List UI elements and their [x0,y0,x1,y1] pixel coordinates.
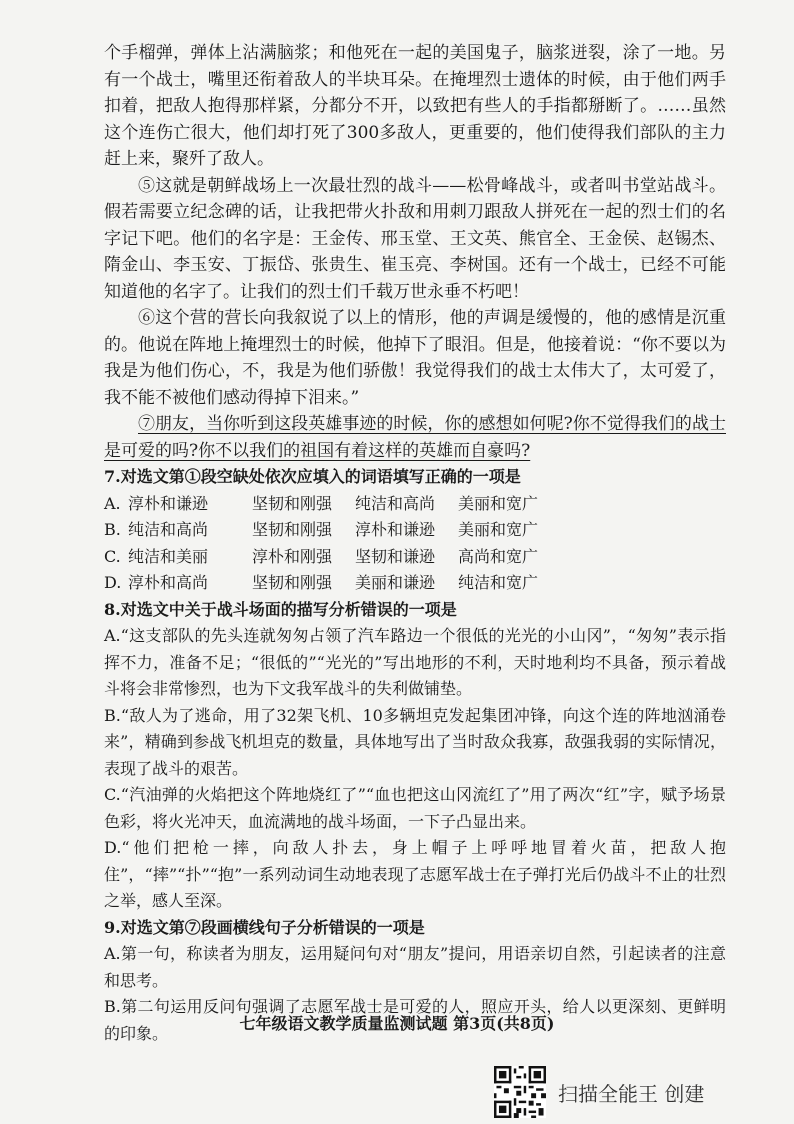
paragraph-4-continued: 个手榴弹，弹体上沾满脑浆；和他死在一起的美国鬼子，脑浆迸裂，涂了一地。另有一个战士，嘴里还衔着敌人的半块耳朵。在掩埋烈士遗体的时候，由于他们两手扣着，把敌人抱得那样紧，分都分不开，以致把有些人的手指都掰断了。……虽然这个连伤亡很大，他们却打死了300多敌人，更重要的，他们使得我们部队的主力赶上来，聚歼了敌人。 [104,43,726,169]
question-7-title: 7.对选文第①段空缺处依次应填入的词语填写正确的一项是 [104,467,521,486]
option-word: 坚韧和刚强 [252,493,333,513]
question-8-option-c: C.“汽油弹的火焰把这个阵地烧红了”“血也把这山冈流红了”用了两次“红”字，赋予场景色彩，将火光冲天，血流满地的战斗场面，一下子凸显出来。 [104,785,726,831]
question-7-option-b [104,517,726,544]
option-word: 淳朴和谦逊 [355,520,436,539]
option-word: 纯洁和宽广 [458,573,539,592]
paragraph-6: ⑥这个营的营长向我叙说了以上的情形，他的声调是缓慢的，他的感情是沉重的。他说在阵地上掩埋烈士的时候，他掉下了眼泪。但是，他接着说：“你不要以为我是为他们伤心，不，我是为他们骄傲！我觉得我们的战士太伟大了，太可爱了，我不能不被他们感动得掉下泪来。” [104,308,726,408]
option-word: 淳朴和高尚 [128,573,209,592]
question-8-title: 8.对选文中关于战斗场面的描写分析错误的一项是 [104,599,457,619]
option-word: 纯洁和高尚 [355,493,436,513]
question-7-option-d [104,570,726,597]
option-label: B. [104,520,121,539]
page-content [104,40,726,1047]
question-7-option-c [104,544,726,571]
question-9-option-b: B.第二句运用反问句强调了志愿军战士是可爱的人，照应开头，给人以更深刻、更鲜明的印象。 [104,997,726,1043]
option-word: 美丽和宽广 [458,520,539,539]
option-label: D. [104,573,122,592]
question-8-option-b: B.“敌人为了逃命，用了32架飞机、10多辆坦克发起集团冲锋，向这个连的阵地汹涌卷来”，精确到参战飞机坦克的数量，具体地写出了当时敌众我寡，敌强我弱的实际情况，表现了战斗的艰苦。 [104,705,726,778]
paragraph-5: ⑤这就是朝鲜战场上一次最壮烈的战斗——松骨峰战斗，或者叫书堂站战斗。假若需要立纪念碑的话，让我把带火扑敌和用刺刀跟敌人拼死在一起的烈士们的名字记下吧。他们的名字是：王金传、邢玉堂、王文英、熊官全、王金侯、赵锡杰、隋金山、李玉安、丁振岱、张贵生、崔玉亮、李树国。还有一个战士，已经不可能知道他的名字了。让我们的烈士们千载万世永垂不朽吧！ [104,175,726,302]
option-word: 美丽和谦逊 [355,573,436,592]
option-word: 坚韧和刚强 [252,573,333,592]
option-word: 淳朴和刚强 [252,546,333,566]
option-word: 坚韧和刚强 [252,520,333,539]
qr-code-icon [494,1066,546,1118]
option-word: 坚韧和谦逊 [355,546,436,566]
option-word: 高尚和宽广 [458,546,539,566]
question-7-option-a [104,491,726,518]
option-label: C. [104,546,121,566]
question-9-option-a: A.第一句，称读者为朋友，运用疑问句对“朋友”提问，用语亲切自然，引起读者的注意和思考。 [104,944,726,990]
paragraph-7: ⑦朋友，当你听到这段英雄事迹的时候，你的感想如何呢?你不觉得我们的战士是可爱的吗?你不以我们的祖国有着这样的英雄而自豪吗? [104,414,726,461]
option-word: 美丽和宽广 [458,493,539,513]
option-word: 纯洁和美丽 [128,546,209,566]
option-word: 纯洁和高尚 [128,520,209,539]
question-8-option-d: D.“他们把枪一摔，向敌人扑去，身上帽子上呼呼地冒着火苗，把敌人抱住”，“摔”“扑”“抱”一系列动词生动地表现了志愿军战士在子弹打光后仍战斗不止的壮烈之举，感人至深。 [104,838,726,910]
scanner-label: 扫描全能王 创建 [558,1082,705,1106]
page-footer: 七年级语文教学质量监测试题 第3页(共8页) [239,1014,555,1033]
scanner-watermark [494,1066,744,1118]
option-word: 淳朴和谦逊 [128,493,209,513]
question-9-title: 9.对选文第⑦段画横线句子分析错误的一项是 [104,917,425,937]
question-8-option-a: A.“这支部队的先头连就匆匆占领了汽车路边一个很低的光光的小山冈”，“匆匆”表示指挥不力，准备不足；“很低的”“光光的”写出地形的不利，天时地利均不具备，预示着战斗将会非常惨烈，也为下文我军战斗的失利做铺垫。 [104,626,726,698]
option-label: A. [104,493,121,513]
